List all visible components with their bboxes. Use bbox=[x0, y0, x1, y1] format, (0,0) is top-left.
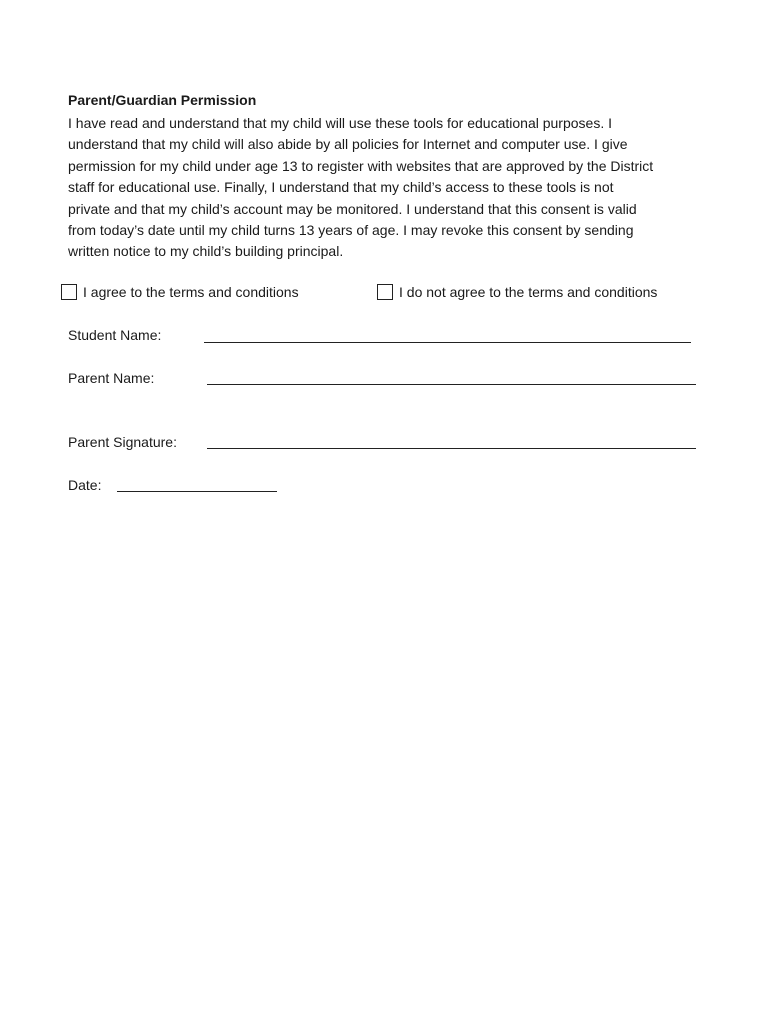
disagree-checkbox[interactable] bbox=[377, 284, 393, 300]
paragraph-line: from today’s date until my child turns 13 years of age. I may revoke this consent by sending bbox=[68, 222, 634, 239]
agree-label: I agree to the terms and conditions bbox=[83, 284, 299, 300]
date-field[interactable] bbox=[117, 491, 277, 492]
paragraph-line: understand that my child will also abide by all policies for Internet and computer use. I give bbox=[68, 136, 628, 153]
paragraph-line: I have read and understand that my child will use these tools for educational purposes. I bbox=[68, 115, 612, 131]
date-label: Date: bbox=[68, 477, 102, 493]
parent-signature-field[interactable] bbox=[207, 448, 696, 449]
consent-paragraph bbox=[68, 113, 708, 263]
form-heading: Parent/Guardian Permission bbox=[68, 92, 257, 108]
paragraph-line: staff for educational use. Finally, I understand that my child’s access to these tools is not bbox=[68, 179, 614, 196]
agree-checkbox[interactable] bbox=[61, 284, 77, 300]
paragraph-line: permission for my child under age 13 to register with websites that are approved by the District bbox=[68, 157, 654, 174]
parent-signature-label: Parent Signature: bbox=[68, 434, 177, 450]
disagree-option[interactable] bbox=[377, 283, 657, 301]
parent-name-field[interactable] bbox=[207, 384, 696, 385]
paragraph-line: written notice to my child’s building principal. bbox=[68, 243, 344, 260]
paragraph-line: private and that my child’s account may be monitored. I understand that this consent is valid bbox=[68, 200, 637, 217]
student-name-label: Student Name: bbox=[68, 327, 162, 343]
agree-option[interactable] bbox=[61, 283, 299, 301]
student-name-field[interactable] bbox=[204, 342, 691, 343]
parent-name-label: Parent Name: bbox=[68, 370, 155, 386]
disagree-label: I do not agree to the terms and conditions bbox=[399, 284, 658, 300]
